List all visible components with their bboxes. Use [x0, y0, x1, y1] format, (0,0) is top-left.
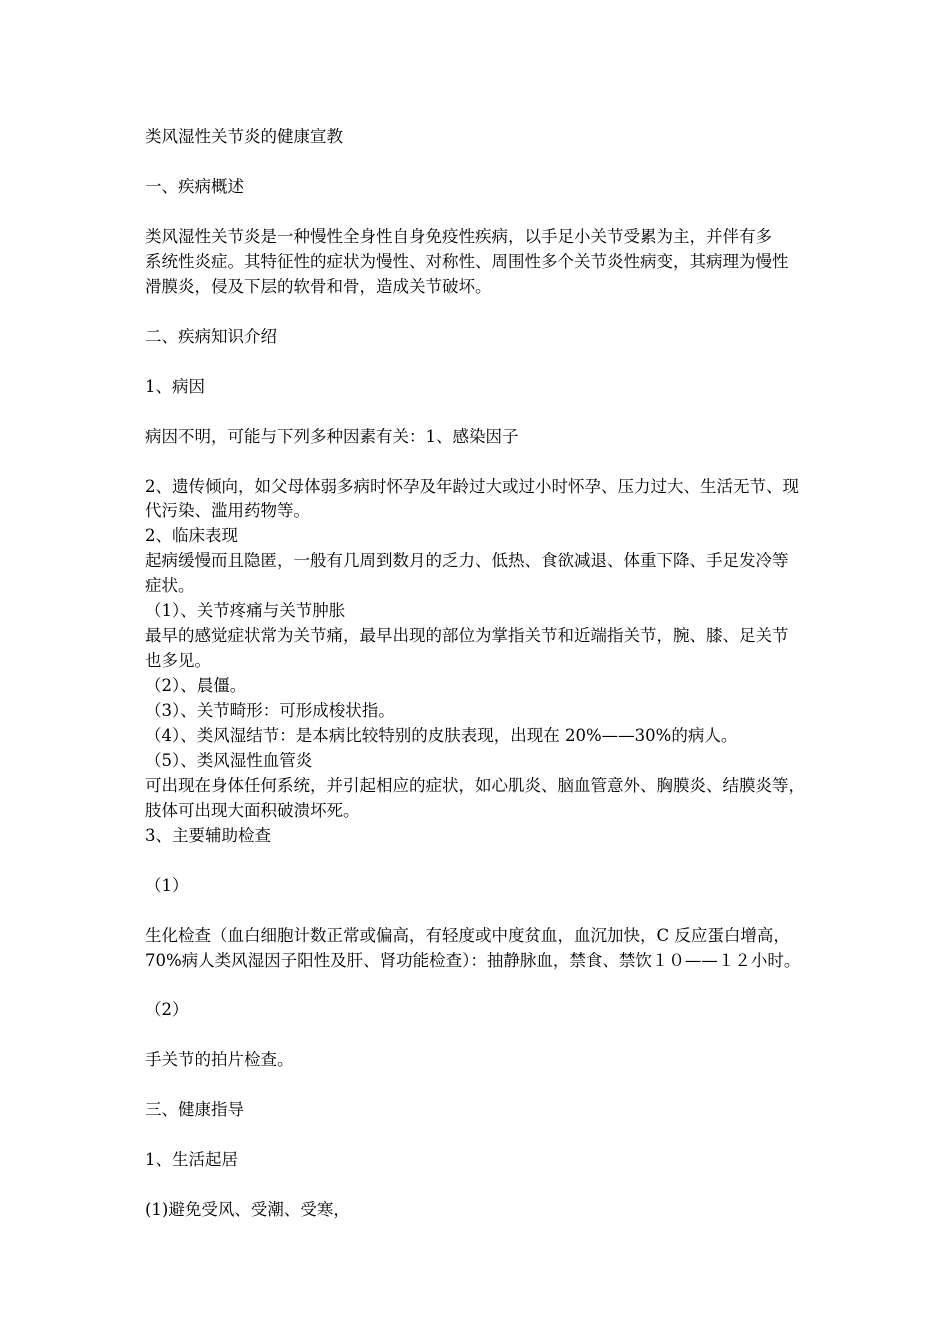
clinical-item-3: （3）、关节畸形：可形成梭状指。: [145, 701, 395, 720]
section-heading-guidance: 三、健康指导: [145, 1100, 244, 1119]
heredity-text-line: 2、遗传倾向，如父母体弱多病时怀孕及年龄过大或过小时怀孕、压力过大、生活无节、现: [145, 477, 799, 496]
exam-1-label: （1）: [145, 876, 189, 895]
clinical-item-1-text-line: 也多见。: [145, 651, 211, 670]
document-title: 类风湿性关节炎的健康宣教: [145, 127, 343, 146]
clinical-item-4: （4）、类风湿结节：是本病比较特别的皮肤表现，出现在 20%——30%的病人。: [145, 726, 738, 745]
clinical-item-2: （2）、晨僵。: [145, 676, 247, 695]
exam-2-text: 手关节的拍片检查。: [145, 1050, 294, 1069]
section-heading-overview: 一、疾病概述: [145, 177, 244, 196]
subheading-cause: 1、病因: [145, 377, 205, 396]
subheading-exams: 3、主要辅助检查: [145, 826, 271, 845]
clinical-text-line: 起病缓慢而且隐匿，一般有几周到数月的乏力、低热、食欲减退、体重下降、手足发冷等: [145, 551, 789, 570]
clinical-item-5-text-line: 肢体可出现大面积破溃坏死。: [145, 801, 360, 820]
clinical-item-1: （1）、关节疼痛与关节肿胀: [145, 601, 346, 620]
overview-paragraph-line: 系统性炎症。其特征性的症状为慢性、对称性、周围性多个关节炎性病变，其病理为慢性: [145, 252, 789, 271]
clinical-item-1-text-line: 最早的感觉症状常为关节痛，最早出现的部位为掌指关节和近端指关节，腕、膝、足关节: [145, 626, 789, 645]
overview-paragraph-line: 滑膜炎，侵及下层的软骨和骨，造成关节破坏。: [145, 277, 492, 296]
clinical-item-5-text-line: 可出现在身体任何系统，并引起相应的症状，如心肌炎、脑血管意外、胸膜炎、结膜炎等，: [145, 776, 805, 795]
heredity-text-line: 代污染、滥用药物等。: [145, 501, 310, 520]
exam-1-text-line: 70%病人类风湿因子阳性及肝、肾功能检查）：抽静脉血，禁食、禁饮１０——１２小时。: [145, 951, 801, 970]
overview-paragraph-line: 类风湿性关节炎是一种慢性全身性自身免疫性疾病，以手足小关节受累为主，并伴有多: [145, 227, 772, 246]
subheading-clinical: 2、临床表现: [145, 526, 238, 545]
daily-life-item-1: (1)避免受风、受潮、受寒，: [145, 1200, 350, 1219]
clinical-item-5: （5）、类风湿性血管炎: [145, 751, 313, 770]
exam-2-label: （2）: [145, 1000, 189, 1019]
exam-1-text-line: 生化检查（血白细胞计数正常或偏高，有轻度或中度贫血，血沉加快，C 反应蛋白增高，: [145, 926, 790, 945]
cause-text: 病因不明，可能与下列多种因素有关：1、感染因子: [145, 427, 519, 446]
subheading-daily-life: 1、生活起居: [145, 1150, 238, 1169]
section-heading-knowledge: 二、疾病知识介绍: [145, 327, 277, 346]
clinical-text-line: 症状。: [145, 576, 195, 595]
